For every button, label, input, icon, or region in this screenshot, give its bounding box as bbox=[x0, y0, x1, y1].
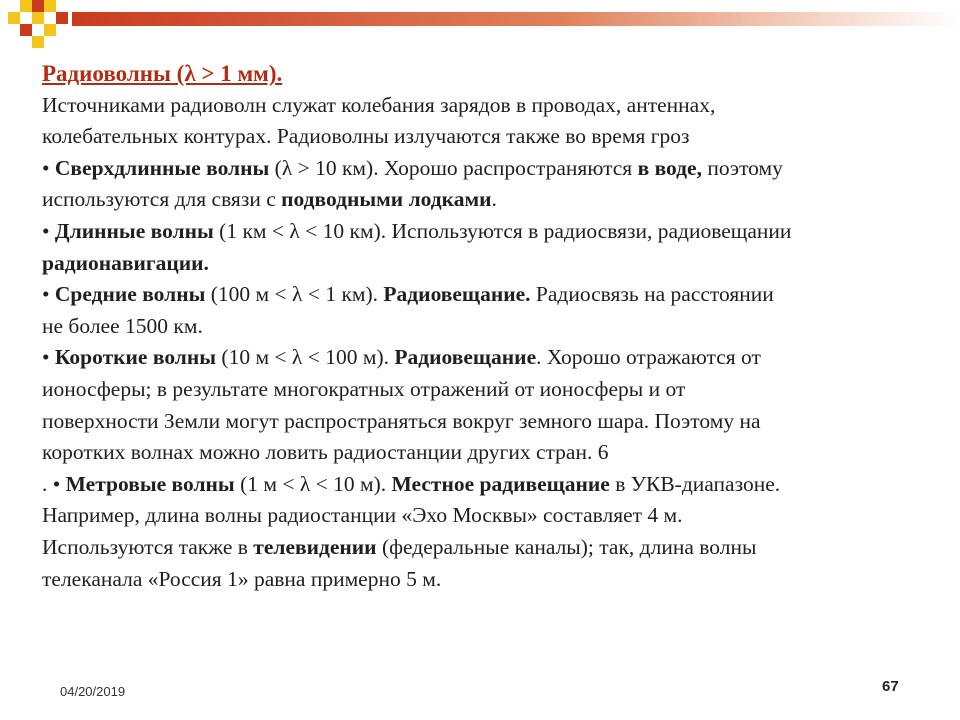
superlong-line-1 bbox=[42, 153, 960, 185]
bullet: . • bbox=[42, 471, 66, 496]
metre-line-3 bbox=[42, 532, 960, 564]
short-tail: . Хорошо отражаются от bbox=[536, 345, 761, 370]
metre-local: Местное радивещание bbox=[391, 471, 610, 496]
bullet: • bbox=[42, 282, 55, 307]
metre-tail: в УКВ-диапазоне. bbox=[609, 471, 781, 496]
superlong-water: в воде, bbox=[637, 155, 702, 180]
bullet: • bbox=[42, 155, 55, 180]
metre-line-4: телеканала «Россия 1» равна примерно 5 м. bbox=[42, 566, 442, 591]
decor-square bbox=[20, 24, 32, 36]
decor-square bbox=[32, 0, 44, 12]
slide-heading-line bbox=[42, 58, 960, 90]
bullet: • bbox=[42, 218, 55, 243]
intro-line-2: колебательных контурах. Радиоволны излучаются также во время гроз bbox=[42, 124, 690, 149]
long-title: Длинные волны bbox=[54, 218, 214, 243]
long-range: (1 км < λ < 10 км). Используются в радиосвязи, радиовещании bbox=[213, 218, 792, 243]
long-line2: радионавигации. bbox=[42, 250, 209, 275]
medium-title: Средние волны bbox=[54, 282, 206, 307]
medium-tail: Радиосвязь на расстоянии bbox=[530, 282, 774, 307]
short-range: (10 м < λ < 100 м). bbox=[216, 345, 395, 370]
page-number: 67 bbox=[882, 678, 899, 695]
bullet: • bbox=[42, 345, 55, 370]
long-line-2 bbox=[42, 248, 960, 280]
long-line-1 bbox=[42, 216, 960, 248]
metre-line-2: Например, длина волны радиостанции «Эхо Москвы» составляет 4 м. bbox=[42, 503, 683, 528]
decor-square bbox=[20, 0, 32, 12]
short-line-1 bbox=[42, 342, 960, 374]
metre-line3a: Используются также в bbox=[42, 534, 254, 559]
superlong-title: Сверхдлинные волны bbox=[54, 155, 270, 180]
decor-square bbox=[44, 24, 56, 36]
slide-heading: Радиоволны (λ > 1 мм). bbox=[42, 61, 283, 86]
decor-square bbox=[32, 12, 44, 24]
superlong-range: (λ > 10 км). Хорошо распространяются bbox=[269, 155, 638, 180]
footer-date: 04/20/2019 bbox=[60, 684, 126, 699]
superlong-tail: поэтому bbox=[701, 155, 783, 180]
decor-square bbox=[44, 0, 56, 12]
superlong-line2a: используются для связи с bbox=[42, 187, 282, 212]
metre-line-1 bbox=[42, 469, 960, 501]
decor-square bbox=[32, 36, 44, 48]
superlong-submarines: подводными лодками bbox=[281, 187, 492, 212]
short-broadcast: Радиовещание bbox=[394, 345, 537, 370]
short-line-4: коротких волнах можно ловить радиостанции других стран. 6 bbox=[42, 440, 609, 465]
metre-line3b: (федеральные каналы); так, длина волны bbox=[376, 534, 757, 559]
short-line-2: ионосферы; в результате многократных отражений от ионосферы и от bbox=[42, 376, 686, 401]
medium-range: (100 м < λ < 1 км). bbox=[205, 282, 384, 307]
medium-broadcast: Радиовещание. bbox=[383, 282, 531, 307]
metre-tv: телевидении bbox=[253, 534, 377, 559]
superlong-line2b: . bbox=[491, 187, 497, 212]
short-title: Короткие волны bbox=[54, 345, 217, 370]
superlong-line-2 bbox=[42, 184, 960, 216]
metre-title: Метровые волны bbox=[65, 471, 235, 496]
intro-line-1: Источниками радиоволн служат колебания зарядов в проводах, антеннах, bbox=[42, 92, 716, 117]
medium-line-1 bbox=[42, 279, 960, 311]
medium-line-2: не более 1500 км. bbox=[42, 313, 203, 338]
header-gradient-bar bbox=[72, 12, 960, 26]
metre-range: (1 м < λ < 10 м). bbox=[234, 471, 392, 496]
decor-square bbox=[8, 12, 20, 24]
slide-body bbox=[42, 58, 960, 595]
short-line-3: поверхности Земли могут распространяться вокруг земного шара. Поэтому на bbox=[42, 408, 761, 433]
decor-square bbox=[56, 12, 68, 24]
